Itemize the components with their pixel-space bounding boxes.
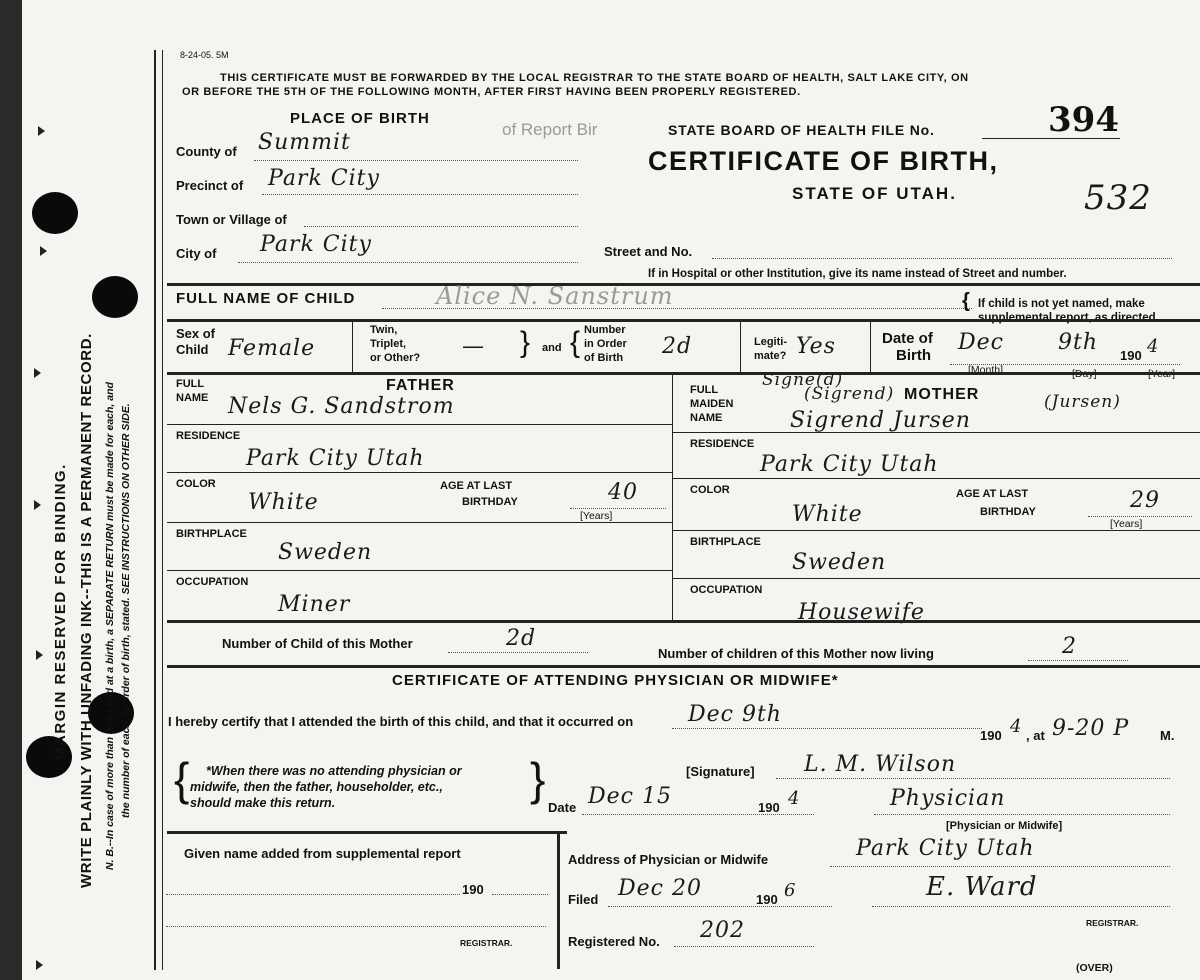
mother-occupation-label: OCCUPATION bbox=[690, 584, 763, 596]
physician-note: midwife, then the father, householder, etc., bbox=[190, 780, 443, 794]
mother-residence-value: Park City Utah bbox=[760, 452, 939, 477]
mother-age-label: AGE AT LAST bbox=[956, 488, 1029, 500]
father-color-label: COLOR bbox=[176, 478, 216, 490]
year-caption: [Year] bbox=[1148, 368, 1176, 380]
mother-name-value: Sigrend Jursen bbox=[790, 408, 971, 433]
occurred-year-prefix: 190 bbox=[980, 728, 1002, 743]
precinct-value: Park City bbox=[268, 166, 380, 191]
precinct-label: Precinct of bbox=[176, 178, 244, 193]
dob-year-prefix: 190 bbox=[1120, 348, 1142, 363]
margin-note-text: N. B.--In case of more than one child at a birth, a SEPARATE RETURN must be made for each, and bbox=[104, 382, 116, 870]
supplemental-year-line bbox=[492, 894, 548, 895]
city-line bbox=[238, 262, 578, 263]
bleed-through-text: of Report Bir bbox=[502, 120, 598, 139]
occurred-date-line bbox=[672, 728, 982, 729]
parents-divider bbox=[672, 372, 673, 620]
registrar-line bbox=[872, 906, 1170, 907]
title-caption: [Physician or Midwife] bbox=[946, 820, 1063, 832]
margin-binding-text: MARGIN RESERVED FOR BINDING. bbox=[52, 463, 69, 760]
order-label: Number bbox=[584, 324, 626, 336]
notice-line: THIS CERTIFICATE MUST BE FORWARDED BY THE LOCAL REGISTRAR TO THE STATE BOARD OF HEALTH, SALT LAKE CITY, ON bbox=[220, 72, 969, 84]
father-residence-value: Park City Utah bbox=[246, 446, 425, 471]
supplemental-line bbox=[166, 894, 460, 895]
m-label: M. bbox=[1160, 728, 1175, 743]
father-color-value: White bbox=[248, 490, 319, 515]
rule-thick bbox=[167, 283, 1200, 286]
date-year-prefix: 190 bbox=[758, 800, 780, 815]
supplemental-registrar-line bbox=[166, 926, 546, 927]
mother-occupation-value: Housewife bbox=[798, 600, 925, 625]
legit-label: mate? bbox=[754, 350, 787, 362]
twin-label: or Other? bbox=[370, 352, 421, 364]
rule-thick bbox=[167, 620, 1200, 623]
dob-month: Dec bbox=[958, 330, 1004, 355]
sex-value: Female bbox=[228, 336, 316, 361]
supplemental-year: 190 bbox=[462, 882, 484, 897]
margin-arrow-icon bbox=[36, 960, 43, 970]
child-of-mother-line bbox=[448, 652, 588, 653]
supplemental-heading: Given name added from supplemental report bbox=[184, 846, 461, 861]
sex-label: Child bbox=[176, 342, 209, 357]
mother-name-label: NAME bbox=[690, 412, 723, 424]
registered-label: Registered No. bbox=[568, 934, 660, 949]
rule-thick bbox=[167, 319, 1200, 322]
day-caption: [Day] bbox=[1072, 368, 1097, 380]
father-years-caption: [Years] bbox=[580, 510, 613, 522]
dob-day: 9th bbox=[1058, 330, 1099, 355]
father-name-value: Nels G. Sandstrom bbox=[228, 394, 455, 419]
row-rule bbox=[672, 530, 1200, 531]
county-line bbox=[254, 160, 578, 161]
father-age-line bbox=[570, 508, 666, 509]
order-value: 2d bbox=[662, 334, 693, 359]
city-label: City of bbox=[176, 246, 217, 261]
father-birthplace-label: BIRTHPLACE bbox=[176, 528, 247, 540]
row-rule bbox=[672, 578, 1200, 579]
row-rule bbox=[672, 478, 1200, 479]
notice-line: OR BEFORE THE 5TH OF THE FOLLOWING MONTH, AFTER FIRST HAVING BEEN PROPERLY REGISTERED. bbox=[182, 86, 801, 98]
row-rule bbox=[672, 432, 1200, 433]
over-label: (OVER) bbox=[1076, 962, 1113, 974]
margin-ink-text: WRITE PLAINLY WITH UNFADING INK--THIS IS A PERMANENT RECORD. bbox=[78, 333, 95, 888]
child-of-mother-label: Number of Child of this Mother bbox=[222, 636, 413, 651]
mother-age-label: BIRTHDAY bbox=[980, 506, 1036, 518]
father-occupation-value: Miner bbox=[278, 592, 351, 617]
margin-arrow-icon bbox=[38, 126, 45, 136]
mother-age-line bbox=[1088, 516, 1192, 517]
brace-glyph: { bbox=[962, 290, 970, 312]
margin-line-inner bbox=[162, 50, 163, 970]
margin-arrow-icon bbox=[34, 368, 41, 378]
brace-glyph: { bbox=[570, 326, 581, 359]
mother-color-label: COLOR bbox=[690, 484, 730, 496]
file-number-value: 394 bbox=[1048, 100, 1119, 140]
birth-certificate-page bbox=[22, 0, 1200, 980]
father-age-label: AGE AT LAST bbox=[440, 480, 513, 492]
street-line bbox=[712, 258, 1172, 259]
place-of-birth-heading: PLACE OF BIRTH bbox=[290, 110, 430, 127]
father-birthplace-value: Sweden bbox=[278, 540, 373, 565]
child-name-label: FULL NAME OF CHILD bbox=[176, 290, 356, 307]
registrar-label: REGISTRAR. bbox=[1086, 918, 1139, 928]
filed-year-suffix: 6 bbox=[784, 880, 797, 901]
date-value: Dec 15 bbox=[588, 784, 672, 809]
mother-name-label: MAIDEN bbox=[690, 398, 734, 410]
margin-arrow-icon bbox=[36, 650, 43, 660]
row-rule bbox=[167, 424, 672, 425]
date-label: Date bbox=[548, 800, 577, 815]
state-label: STATE OF UTAH. bbox=[792, 184, 957, 203]
date-line bbox=[582, 814, 814, 815]
living-label: Number of children of this Mother now living bbox=[658, 646, 934, 661]
twin-label: Twin, bbox=[370, 324, 398, 336]
address-label: Address of Physician or Midwife bbox=[568, 852, 769, 867]
town-label: Town or Village of bbox=[176, 212, 287, 227]
cell-divider bbox=[870, 320, 871, 372]
filed-value: Dec 20 bbox=[618, 876, 702, 901]
order-label: in Order bbox=[584, 338, 627, 350]
handwritten-number: 532 bbox=[1084, 178, 1152, 218]
form-code: 8-24-05. 5M bbox=[180, 50, 229, 60]
legit-value: Yes bbox=[796, 334, 836, 359]
city-value: Park City bbox=[260, 232, 372, 257]
brace-glyph: } bbox=[530, 753, 546, 805]
child-name-value: Alice N. Sanstrum bbox=[436, 282, 674, 310]
supplemental-divider bbox=[557, 831, 560, 969]
filed-year-prefix: 190 bbox=[756, 892, 778, 907]
child-name-line bbox=[382, 308, 972, 309]
hospital-note: If in Hospital or other Institution, give its name instead of Street and number. bbox=[648, 268, 1067, 280]
dob-label: Birth bbox=[896, 347, 931, 364]
living-value: 2 bbox=[1062, 634, 1077, 659]
margin-arrow-icon bbox=[40, 246, 47, 256]
father-name-label: FULL bbox=[176, 378, 205, 390]
mother-years-caption: [Years] bbox=[1110, 518, 1143, 530]
mother-heading: MOTHER bbox=[904, 386, 980, 403]
certificate-title: CERTIFICATE OF BIRTH, bbox=[648, 146, 999, 176]
margin-note-text: the number of each, in order of birth, stated. SEE INSTRUCTIONS ON OTHER SIDE. bbox=[120, 403, 132, 818]
physician-signature: L. M. Wilson bbox=[804, 752, 957, 777]
file-number-label: STATE BOARD OF HEALTH FILE No. bbox=[668, 122, 935, 138]
mother-birthplace-label: BIRTHPLACE bbox=[690, 536, 761, 548]
county-value: Summit bbox=[258, 130, 351, 155]
supplemental-registrar-label: REGISTRAR. bbox=[460, 938, 513, 948]
brace-glyph: { bbox=[174, 753, 190, 805]
father-age-value: 40 bbox=[608, 480, 638, 505]
mother-age-value: 29 bbox=[1130, 488, 1160, 513]
registrar-signature: E. Ward bbox=[926, 872, 1038, 902]
child-of-mother-value: 2d bbox=[506, 626, 537, 651]
row-rule bbox=[167, 570, 672, 571]
registered-line bbox=[674, 946, 814, 947]
occurred-year-suffix: 4 bbox=[1010, 716, 1023, 737]
twin-value: — bbox=[462, 334, 485, 359]
and-label: and bbox=[542, 342, 562, 354]
father-name-label: NAME bbox=[176, 392, 209, 404]
living-line bbox=[1028, 660, 1128, 661]
date-year-suffix: 4 bbox=[788, 788, 801, 809]
physician-note: should make this return. bbox=[190, 796, 336, 810]
binding-hole bbox=[32, 192, 78, 234]
at-label: , at bbox=[1026, 728, 1045, 743]
address-line bbox=[830, 866, 1170, 867]
twin-label: Triplet, bbox=[370, 338, 407, 350]
father-heading: FATHER bbox=[386, 377, 455, 394]
dob-year-suffix: 4 bbox=[1147, 336, 1160, 357]
rule-thick bbox=[167, 372, 1200, 375]
time-value: 9-20 P bbox=[1052, 716, 1130, 741]
father-occupation-label: OCCUPATION bbox=[176, 576, 249, 588]
brace-glyph: } bbox=[520, 326, 531, 359]
order-label: of Birth bbox=[584, 352, 624, 364]
filed-label: Filed bbox=[568, 892, 599, 907]
physician-title-value: Physician bbox=[890, 786, 1006, 811]
street-label: Street and No. bbox=[604, 244, 693, 259]
row-rule bbox=[167, 472, 672, 473]
registered-value: 202 bbox=[700, 918, 745, 943]
signature-label: [Signature] bbox=[686, 764, 755, 779]
town-line bbox=[304, 226, 578, 227]
mother-birthplace-value: Sweden bbox=[792, 550, 887, 575]
legit-label: Legiti- bbox=[754, 336, 787, 348]
father-age-label: BIRTHDAY bbox=[462, 496, 518, 508]
mother-name-annotation: (Jursen) bbox=[1044, 392, 1121, 412]
address-value: Park City Utah bbox=[856, 836, 1035, 861]
physician-heading: CERTIFICATE OF ATTENDING PHYSICIAN OR MIDWIFE* bbox=[392, 672, 839, 689]
signature-line bbox=[776, 778, 1170, 779]
binding-hole bbox=[92, 276, 138, 318]
title-line bbox=[874, 814, 1170, 815]
cell-divider bbox=[352, 320, 353, 372]
not-named-note: supplemental report, as directed bbox=[978, 312, 1156, 324]
mother-name-label: FULL bbox=[690, 384, 719, 396]
month-caption: [Month] bbox=[968, 364, 1004, 376]
sex-label: Sex of bbox=[176, 326, 216, 341]
father-residence-label: RESIDENCE bbox=[176, 430, 241, 442]
rule-thick bbox=[167, 665, 1200, 668]
occurred-date-value: Dec 9th bbox=[688, 702, 782, 727]
dob-label: Date of bbox=[882, 330, 933, 347]
margin-line-outer bbox=[154, 50, 156, 970]
physician-note: *When there was no attending physician or bbox=[206, 764, 462, 778]
file-number-underline bbox=[982, 138, 1120, 139]
row-rule bbox=[167, 522, 672, 523]
cell-divider bbox=[740, 320, 741, 372]
mother-name-annotation: (Sigrend) bbox=[804, 384, 895, 404]
margin-arrow-icon bbox=[34, 500, 41, 510]
county-label: County of bbox=[176, 144, 237, 159]
physician-certify-text: I hereby certify that I attended the birth of this child, and that it occurred on bbox=[168, 714, 634, 729]
mother-name-annotation: Signe(d) bbox=[762, 370, 844, 390]
not-named-note: If child is not yet named, make bbox=[978, 298, 1145, 310]
precinct-line bbox=[262, 194, 578, 195]
rule-thick bbox=[167, 831, 567, 834]
mother-color-value: White bbox=[792, 502, 863, 527]
mother-residence-label: RESIDENCE bbox=[690, 438, 755, 450]
